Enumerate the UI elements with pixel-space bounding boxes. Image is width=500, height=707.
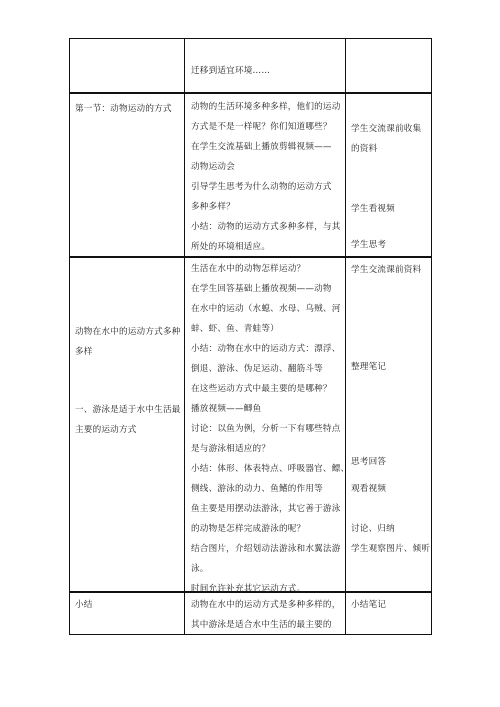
cell-line: 动物的生活环境多种多样，他们的运动 [191, 102, 341, 112]
cell-line: 小结笔记 [351, 600, 387, 610]
cell-line: 主要的运动方式 [75, 425, 137, 435]
cell-line: 时间允许补充其它运动方式。 [191, 584, 306, 594]
cell-line: 在水中的运动（水螅、水母、乌贼、河 [191, 304, 341, 314]
lesson-plan-table [69, 38, 432, 635]
row2-middle-cell [191, 259, 349, 599]
cell-line: 在这些运动方式中最主要的是哪种？ [191, 384, 332, 394]
cell-line: 小结 [75, 600, 93, 610]
cell-line: 迁移到适宜环境…… [191, 66, 271, 76]
row3-middle-cell [191, 595, 341, 635]
row3-right-cell [351, 595, 386, 615]
row3-left-cell [75, 595, 93, 615]
cell-line: 动物在水中的运动方式多种 [75, 327, 181, 337]
cell-line: 在学生交流基础上播放剪辑视频—— [191, 142, 332, 152]
row1-left-cell [75, 99, 172, 119]
cell-line: 鱼主要是用摆动法游泳，其它善于游泳 [191, 504, 341, 514]
cell-line: 多种多样？ [191, 202, 235, 212]
cell-line: 观看视频 [351, 484, 387, 494]
cell-line: 是与游泳相适应的？ [191, 444, 271, 454]
cell-line: 动物运动会 [191, 162, 235, 172]
cell-line: 的动物是怎样完成游泳的呢？ [191, 524, 306, 534]
cell-line: 学生思考 [351, 240, 387, 250]
cell-line: 学生观察图片、倾听 [351, 544, 431, 554]
cell-line: 其中游泳是适合水中生活的最主要的 [191, 620, 332, 630]
cell-line: 在学生回答基础上播放视频——动物 [191, 284, 332, 294]
cell-line: 所处的环境相适应。 [191, 242, 271, 252]
cell-line: 引导学生思考为什么动物的运动方式 [191, 182, 332, 192]
cell-line: 泳。 [191, 564, 209, 574]
cell-line: 一、游泳是适于水中生活最 [75, 405, 181, 415]
cell-line: 学生交流课前收集 [351, 124, 422, 134]
cell-line: 倒退、游泳、伪足运动、翻筋斗等 [191, 364, 323, 374]
cell-line: 动物在水中的运动方式是多种多样的， [191, 600, 341, 610]
row1-middle-cell [191, 97, 341, 257]
cell-line: 学生看视频 [351, 204, 395, 214]
cell-line: 播放视频——鲫鱼 [191, 404, 262, 414]
cell-line: 蚌、虾、鱼、青蛙等） [191, 324, 279, 334]
cell-line: 小结：体形、体表特点、呼吸器官、鳔、 [191, 464, 350, 474]
cell-line: 多样 [75, 347, 93, 357]
cell-line: 整理笔记 [351, 362, 387, 372]
cell-line: 生活在水中的动物怎样运动？ [191, 264, 306, 274]
cell-line: 思考回答 [351, 457, 387, 467]
row0-middle-cell [191, 61, 270, 81]
cell-line: 的资料 [351, 144, 378, 154]
cell-line: 侧线、游泳的动力、鱼鳍的作用等 [191, 484, 323, 494]
cell-line: 小结：动物的运动方式多种多样，与其 [191, 222, 341, 232]
cell-line: 第一节：动物运动的方式 [75, 104, 172, 114]
cell-line: 讨论：以鱼为例，分析一下有哪些特点 [191, 424, 341, 434]
column-divider-1 [184, 39, 185, 634]
cell-line: 学生交流课前资料 [351, 265, 422, 275]
cell-line: 讨论、归纳 [351, 524, 395, 534]
row-divider-1 [70, 92, 431, 94]
cell-line: 方式是不是一样呢？你们知道哪些？ [191, 122, 332, 132]
cell-line: 结合图片，介绍划动法游泳和水翼法游 [191, 544, 341, 554]
cell-line: 小结：动物在水中的运动方式：漂浮、 [191, 344, 341, 354]
